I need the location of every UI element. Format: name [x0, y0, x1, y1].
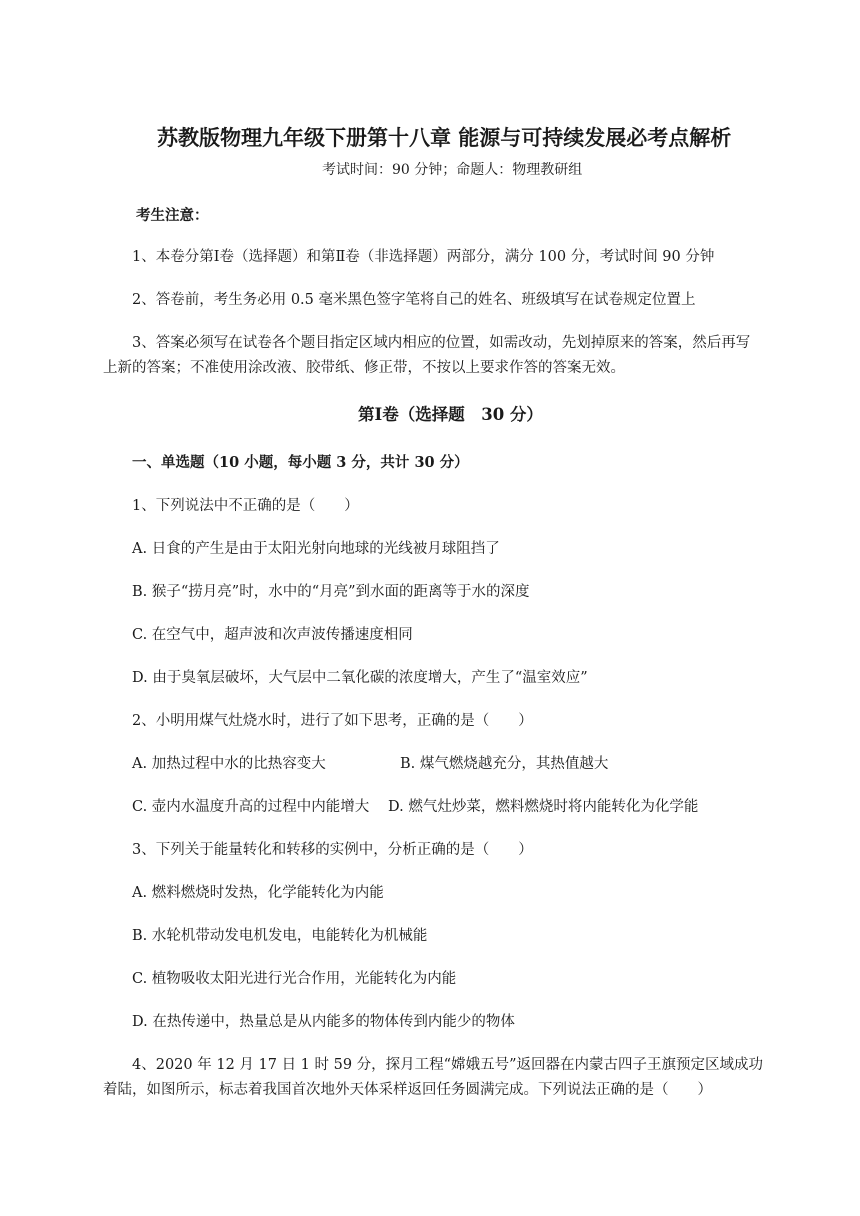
question-option: D. 由于臭氧层破坏，大气层中二氧化碳的浓度增大，产生了“温室效应” — [132, 670, 588, 686]
option-row — [132, 754, 752, 774]
page-title: 苏教版物理九年级下册第十八章 能源与可持续发展必考点解析 — [157, 125, 732, 150]
question-option: A. 燃料燃烧时发热，化学能转化为内能 — [132, 885, 384, 901]
question-option: C. 在空气中，超声波和次声波传播速度相同 — [132, 627, 413, 643]
part-title: 第Ⅰ卷（选择题 30 分） — [358, 405, 543, 424]
section-heading: 一、单选题（10 小题，每小题 3 分，共计 30 分） — [132, 454, 469, 471]
notice-item: 1、本卷分第Ⅰ卷（选择题）和第Ⅱ卷（非选择题）两部分，满分 100 分，考试时间 90 分钟 — [132, 249, 715, 265]
notice-item-continuation: 上新的答案；不准使用涂改液、胶带纸、修正带，不按以上要求作答的答案无效。 — [103, 360, 625, 376]
notice-heading: 考生注意： — [136, 207, 209, 224]
question-option: B. 水轮机带动发电机发电，电能转化为机械能 — [132, 928, 428, 944]
question-stem: 3、下列关于能量转化和转移的实例中，分析正确的是（ ） — [132, 842, 533, 858]
question-option: C. 壶内水温度升高的过程中内能增大 — [132, 799, 370, 815]
question-stem: 2、小明用煤气灶烧水时，进行了如下思考，正确的是（ ） — [132, 713, 533, 729]
question-stem: 1、下列说法中不正确的是（ ） — [132, 498, 359, 514]
question-stem: 4、2020 年 12 月 17 日 1 时 59 分，探月工程“嫦娥五号”返回器在内蒙古四子王旗预定区域成功 — [132, 1057, 764, 1073]
question-option: D. 燃气灶炒菜，燃料燃烧时将内能转化为化学能 — [388, 799, 699, 815]
question-option: A. 日食的产生是由于太阳光射向地球的光线被月球阻挡了 — [132, 541, 500, 557]
question-option: B. 猴子“捞月亮”时，水中的“月亮”到水面的距离等于水的深度 — [132, 584, 530, 600]
notice-item: 2、答卷前，考生务必用 0.5 毫米黑色签字笔将自己的姓名、班级填写在试卷规定位置上 — [132, 292, 696, 308]
question-option: D. 在热传递中，热量总是从内能多的物体传到内能少的物体 — [132, 1014, 515, 1030]
option-row — [132, 797, 752, 817]
question-option: A. 加热过程中水的比热容变大 — [132, 756, 326, 772]
question-option: C. 植物吸收太阳光进行光合作用，光能转化为内能 — [132, 971, 457, 987]
question-option: B. 煤气燃烧越充分，其热值越大 — [400, 756, 609, 772]
exam-info: 考试时间：90 分钟；命题人：物理教研组 — [322, 162, 583, 178]
question-stem-continuation: 着陆，如图所示，标志着我国首次地外天体采样返回任务圆满完成。下列说法正确的是（ ） — [103, 1082, 712, 1098]
notice-item: 3、答案必须写在试卷各个题目指定区域内相应的位置，如需改动，先划掉原来的答案，然后再写 — [132, 335, 751, 351]
